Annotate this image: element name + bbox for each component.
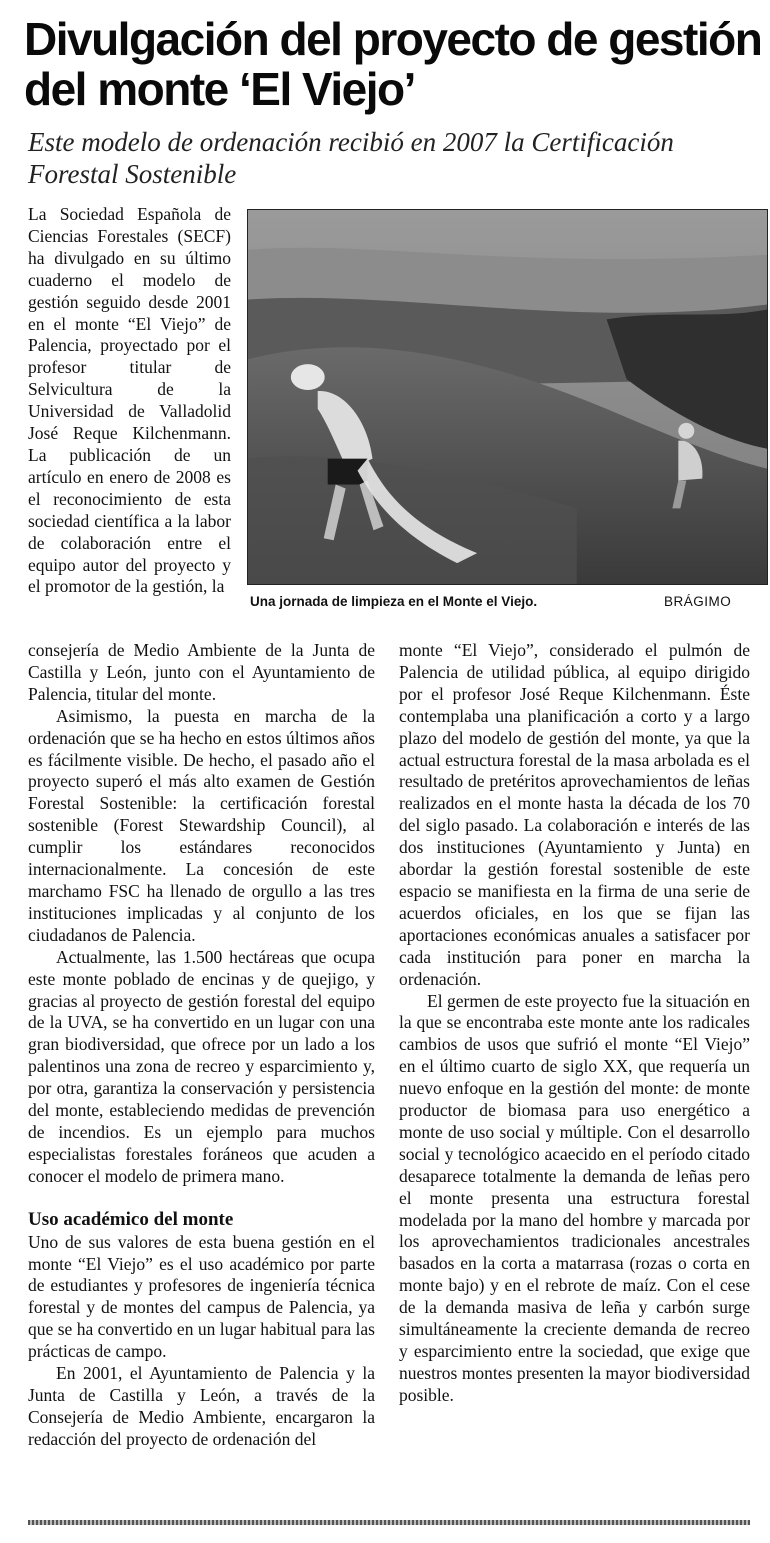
- paragraph-1-start: La Sociedad Española de Ciencias Forestales (SECF) ha divulgado en su último cuaderno el modelo de gestión seguido desde 2001 en el monte “El Viejo” de Palencia, proyectado por el profesor titular de Selvicultura de la Universidad de Valladolid José Reque Kilchenmann. La publicación de un artículo en enero de 2008 es el reconocimiento de esta sociedad científica a la labor de colaboración entre el equipo autor del proyecto y el promotor de la gestión, la: [28, 204, 231, 597]
- body-column-right: [399, 640, 750, 1407]
- forest-cleanup-photo: [248, 210, 767, 584]
- photo-credit: BRÁGIMO: [664, 594, 732, 609]
- body-column-top: [28, 204, 231, 598]
- paragraph-6: El germen de este proyecto fue la situación en la que se encontraba este monte ante los radicales cambios de usos que sufrió el monte “El Viejo” en el último cuarto de siglo XX, que requería un nuevo enfoque en la gestión del monte: de monte productor de biomasa para uso energético a monte de uso social y múltiple. Con el desarrollo social y tecnológico acaecido en el período citado desaparece totalmente la demanda de leñas pero el monte presenta una estructura forestal modelada por la mano del hombre y marcada por los aprovechamientos tradicionales ancestrales basados en la corta a matarrasa (rozas o corta en monte bajo) y en el rebrote de maíz. Con el cese de la demanda masiva de leña y carbón surge simultáneamente la creciente demanda de recreo y esparcimiento entre la sociedad, que exige que nuestros montes presenten la mayor biodiversidad posible.: [399, 990, 750, 1405]
- section-heading: Uso académico del monte: [28, 1208, 234, 1230]
- photo-caption: Una jornada de limpieza en el Monte el Viejo.: [250, 594, 538, 609]
- body-column-left: [28, 640, 375, 1451]
- paragraph-3: Actualmente, las 1.500 hectáreas que ocupa este monte poblado de encinas y de quejigo, y gracias al proyecto de gestión forestal del equipo de la UVA, se ha convertido en un lugar con una gran biodiversidad, que ofrece por un lado a los palentinos una zona de recreo y esparcimiento y, por otra, garantiza la conservación y persistencia del monte, estableciendo medidas de prevención de incendios. Es un ejemplo para muchos especialistas forestales foráneos que acuden a conocer el modelo de primera mano.: [28, 946, 375, 1186]
- headline: Divulgación del proyecto de gestión del monte ‘El Viejo’: [24, 13, 762, 115]
- paragraph-2: Asimismo, la puesta en marcha de la ordenación que se ha hecho en estos últimos años es fácilmente visible. De hecho, el pasado año el proyecto superó el más alto examen de Gestión Forestal Sostenible: la certificación forestal sostenible (Forest Stewardship Council), al cumplir los estándares reconocidos internacionalmente. La concesión de este marchamo FSC ha llenado de orgullo a las tres instituciones implicadas y al conjunto de los ciudadanos de Palencia.: [28, 705, 375, 945]
- paragraph-1-end: consejería de Medio Ambiente de la Junta de Castilla y León, junto con el Ayuntamiento de Palencia, titular del monte.: [28, 640, 375, 704]
- paragraph-5-continued: monte “El Viejo”, considerado el pulmón de Palencia de utilidad pública, al equipo dirigido por el profesor José Reque Kilchenmann. Éste contemplaba una planificación a corto y a largo plazo del modelo de gestión del monte, ya que la actual estructura forestal de la masa arbolada es el resultado de pretéritos aprovechamientos de leñas realizados en el monte hasta la década de los 70 del siglo pasado. La colaboración e interés de las dos instituciones (Ayuntamiento y Junta) en abordar la gestión forestal sostenible de este espacio se manifiesta en la firma de una serie de acuerdos oficiales, en los que se fijan las aportaciones económicas anuales a satisfacer por cada institución para poner en marcha la ordenación.: [399, 640, 750, 989]
- paragraph-4: Uno de sus valores de esta buena gestión en el monte “El Viejo” es el uso académico por parte de estudiantes y profesores de ingeniería técnica forestal y de montes del campus de Palencia, ya que se ha convertido en un lugar habitual para las prácticas de campo.: [28, 1231, 375, 1362]
- bottom-rule: [28, 1520, 750, 1525]
- subheadline: Este modelo de ordenación recibió en 2007 la Certificación Forestal Sostenible: [28, 127, 674, 189]
- paragraph-5: En 2001, el Ayuntamiento de Palencia y la Junta de Castilla y León, a través de la Consejería de Medio Ambiente, encargaron la redacción del proyecto de ordenación del: [28, 1363, 375, 1449]
- article-photo: [247, 209, 768, 585]
